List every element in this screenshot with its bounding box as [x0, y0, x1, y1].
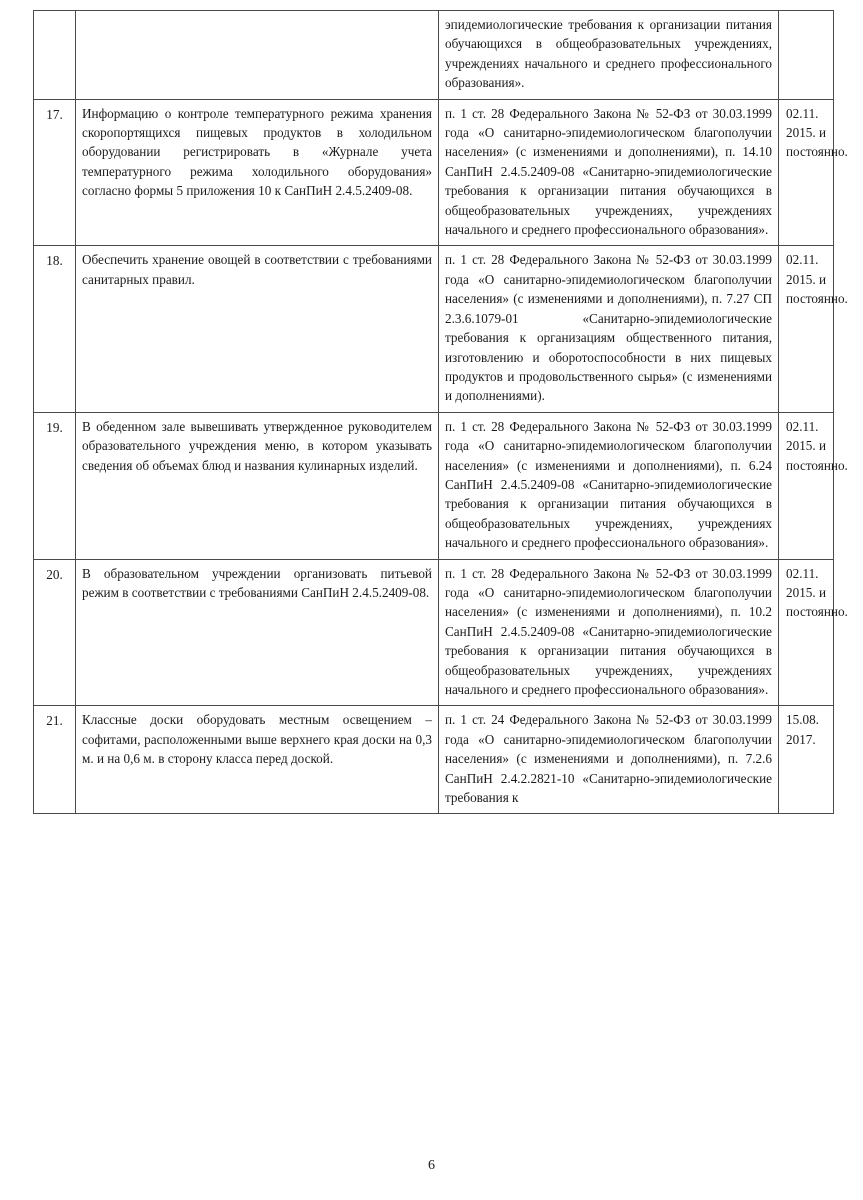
row-date: 02.11. 2015. и постоянно. — [779, 246, 834, 412]
row-measure: Классные доски оборудовать местным освещением – софитами, расположенными выше верхнего края доски на 0,3 м. и на 0,6 м. в сторону класса перед доской. — [76, 706, 439, 814]
page-number: 6 — [428, 1158, 435, 1173]
row-basis: п. 1 ст. 28 Федерального Закона № 52-ФЗ от 30.03.1999 года «О санитарно-эпидемиологическом благополучии населения» (с изменениями и дополнениями), п. 10.2 СанПиН 2.4.5.2409-08 «Санитарно-эпидемиологические требования к организации питания обучающихся в общеобразовательных учреждениях, учреждениях начального и среднего профессионального образования». — [439, 559, 779, 706]
row-measure: Информацию о контроле температурного режима хранения скоропортящихся пищевых продуктов в холодильном оборудовании регистрировать в «Журнале учета температурного режима холодильного оборудования» согласно формы 5 приложения 10 к СанПиН 2.4.5.2409-08. — [76, 99, 439, 246]
row-date: 15.08. 2017. — [779, 706, 834, 814]
row-basis: эпидемиологические требования к организации питания обучающихся в общеобразовательных учреждениях, учреждениях начального и среднего профессионального образования». — [439, 11, 779, 100]
table-row — [34, 706, 834, 814]
row-number: 20. — [34, 559, 76, 706]
row-basis: п. 1 ст. 28 Федерального Закона № 52-ФЗ от 30.03.1999 года «О санитарно-эпидемиологическом благополучии населения» (с изменениями и дополнениями), п. 6.24 СанПиН 2.4.5.2409-08 «Санитарно-эпидемиологические требования к организации питания обучающихся в общеобразовательных учреждениях, учреждениях начального и среднего профессионального образования». — [439, 412, 779, 559]
row-date: 02.11. 2015. и постоянно. — [779, 99, 834, 246]
table-row — [34, 99, 834, 246]
row-measure: В обеденном зале вывешивать утвержденное руководителем образовательного учреждения меню, в котором указывать сведения об объемах блюд и названия кулинарных изделий. — [76, 412, 439, 559]
row-measure — [76, 11, 439, 100]
row-date: 02.11. 2015. и постоянно. — [779, 412, 834, 559]
row-date: 02.11. 2015. и постоянно. — [779, 559, 834, 706]
row-number: 21. — [34, 706, 76, 814]
table-row — [34, 412, 834, 559]
row-measure: Обеспечить хранение овощей в соответствии с требованиями санитарных правил. — [76, 246, 439, 412]
table-row — [34, 246, 834, 412]
table-row — [34, 559, 834, 706]
row-date — [779, 11, 834, 100]
row-basis: п. 1 ст. 24 Федерального Закона № 52-ФЗ от 30.03.1999 года «О санитарно-эпидемиологическом благополучии населения» (с изменениями и дополнениями), п. 7.2.6 СанПиН 2.4.2.2821-10 «Санитарно-эпидемиологические требования к — [439, 706, 779, 814]
row-number: 19. — [34, 412, 76, 559]
table-row — [34, 11, 834, 100]
row-basis: п. 1 ст. 28 Федерального Закона № 52-ФЗ от 30.03.1999 года «О санитарно-эпидемиологическом благополучии населения» (с изменениями и дополнениями), п. 7.27 СП 2.3.6.1079-01 «Санитарно-эпидемиологические требования к организациям общественного питания, изготовлению и оборотоспособности в них пищевых продуктов и продовольственного сырья» (с изменениями и дополнениями). — [439, 246, 779, 412]
row-number: 18. — [34, 246, 76, 412]
row-basis: п. 1 ст. 28 Федерального Закона № 52-ФЗ от 30.03.1999 года «О санитарно-эпидемиологическом благополучии населения» (с изменениями и дополнениями), п. 14.10 СанПиН 2.4.5.2409-08 «Санитарно-эпидемиологические требования к организации питания обучающихся в общеобразовательных учреждениях, учреждениях начального и среднего профессионального образования». — [439, 99, 779, 246]
requirements-table — [33, 10, 848, 814]
row-number — [34, 11, 76, 100]
row-measure: В образовательном учреждении организовать питьевой режим в соответствии с требованиями СанПиН 2.4.5.2409-08. — [76, 559, 439, 706]
row-number: 17. — [34, 99, 76, 246]
